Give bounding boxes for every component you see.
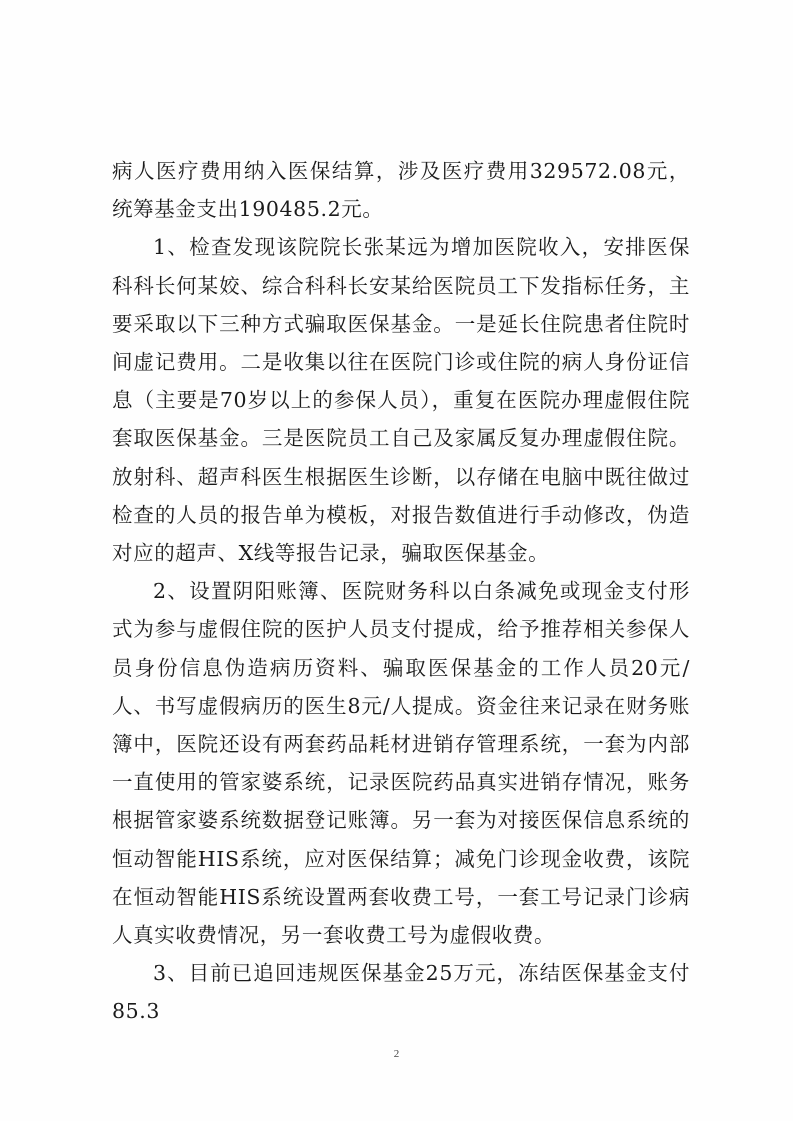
document-body — [112, 152, 690, 1031]
paragraph-item-3: 3、目前已追回违规医保基金25万元，冻结医保基金支付85.3 — [112, 961, 690, 1024]
page-number: 2 — [393, 1048, 400, 1060]
paragraph-item-2: 2、设置阴阳账簿、医院财务科以白条减免或现金支付形式为参与虚假住院的医护人员支付提成，给予推荐相关参保人员身份信息伪造病历资料、骗取医保基金的工作人员20元/人、书写虚假病历的医生8元/人提成。资金往来记录在财务账簿中，医院还设有两套药品耗材进销存管理系统，一套为内部一直使用的管家婆系统，记录医院药品真实进销存情况，账务根据管家婆系统数据登记账簿。另一套为对接医保信息系统的恒动智能HIS系统，应对医保结算；减免门诊现金收费，该院在恒动智能HIS系统设置两套收费工号，一套工号记录门诊病人真实收费情况，另一套收费工号为虚假收费。 — [112, 579, 690, 948]
paragraph-item-1: 1、检查发现该院院长张某远为增加医院收入，安排医保科科长何某姣、综合科科长安某给医院员工下发指标任务，主要采取以下三种方式骗取医保基金。一是延长住院患者住院时间虚记费用。二是收集以往在医院门诊或住院的病人身份证信息（主要是70岁以上的参保人员），重复在医院办理虚假住院套取医保基金。三是医院员工自己及家属反复办理虚假住院。放射科、超声科医生根据医生诊断，以存储在电脑中既往做过检查的人员的报告单为模板，对报告数值进行手动修改，伪造对应的超声、X线等报告记录，骗取医保基金。 — [112, 235, 690, 566]
paragraph-continuation: 病人医疗费用纳入医保结算，涉及医疗费用329572.08元，统筹基金支出190485.2元。 — [112, 159, 690, 222]
